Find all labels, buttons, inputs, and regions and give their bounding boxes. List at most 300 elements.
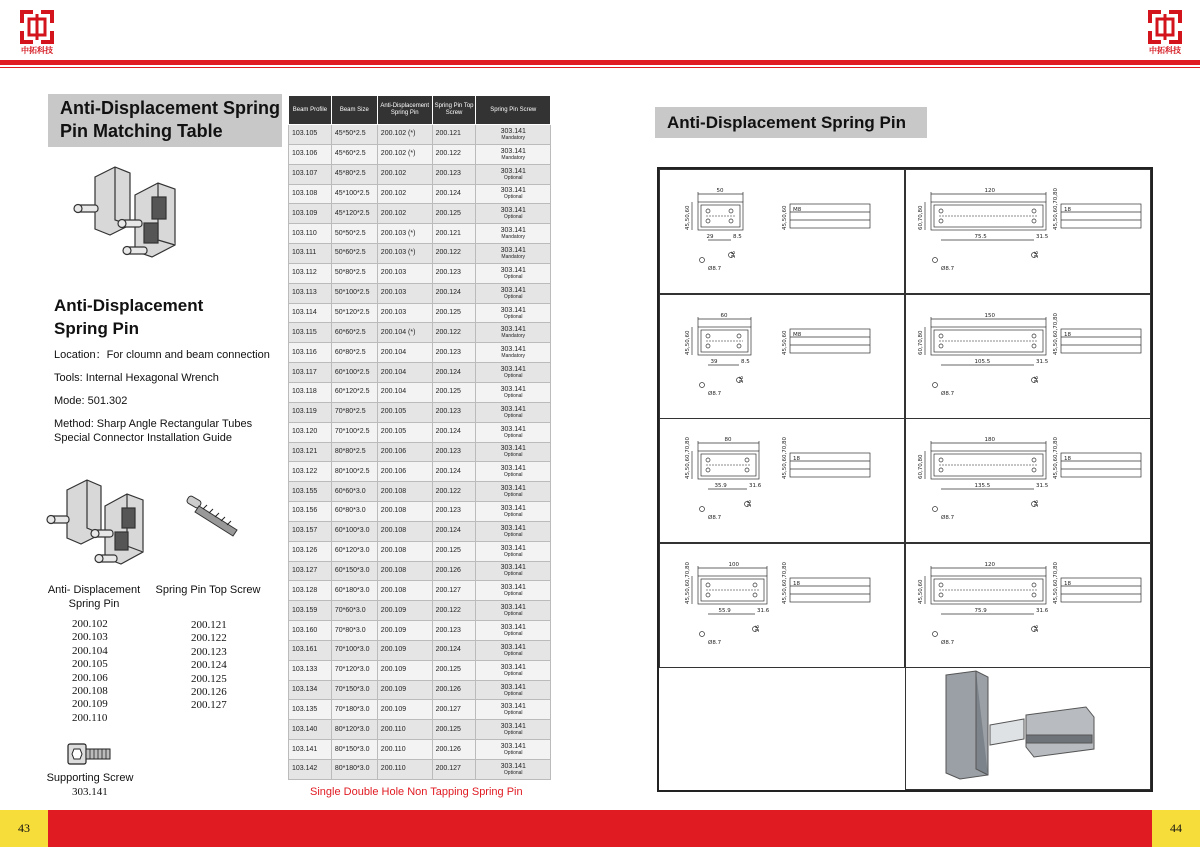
table-cell: 200.103 [377,303,432,323]
table-row [289,720,551,740]
table-cell: 60*60*2.5 [331,323,377,343]
table-row [289,660,551,680]
table-cell: 200.124 [432,283,476,303]
requirement-text: Optional [503,531,523,538]
matching-table [288,95,551,780]
table-cell: 200.123 [432,343,476,363]
table-cell: 200.125 [432,720,476,740]
dimension-height: 60,70,80 [918,330,924,355]
right-section-title: Anti-Displacement Spring Pin [655,107,927,138]
table-cell-screw: 303.141 Optional [476,660,551,680]
requirement-text: Optional [503,769,523,776]
table-cell-screw: 303.141 Optional [476,740,551,760]
requirement-text: Mandatory [501,154,526,161]
dimension-d3: 26 [739,375,745,383]
table-cell-screw: 303.141 Optional [476,303,551,323]
dimension-width: 80 [724,437,732,443]
table-cell: 103.107 [289,164,332,184]
table-cell-screw: 303.141 Optional [476,601,551,621]
table-body [289,125,551,780]
table-cell: 103.127 [289,561,332,581]
table-cell: 103.156 [289,502,332,522]
table-cell-screw: 303.141 Optional [476,482,551,502]
dimension-detail: 18 [1064,456,1071,462]
table-cell: 200.105 [377,402,432,422]
table-cell-screw: 303.141 Mandatory [476,323,551,343]
dimension-d1: 35.9 [714,483,727,489]
table-cell: 200.106 [377,462,432,482]
table-cell: 103.110 [289,224,332,244]
table-cell: 103.105 [289,125,332,145]
table-cell: 103.113 [289,283,332,303]
requirement-text: Optional [503,670,523,677]
dimension-detail: M8 [793,331,802,338]
table-cell: 200.126 [432,680,476,700]
table-cell: 103.128 [289,581,332,601]
dimension-height: 45,50,60 [918,579,924,604]
dimension-side: 45,50,60,70,80 [782,437,788,479]
table-cell: 60*120*2.5 [331,382,377,402]
code-item: 200.104 [72,644,108,657]
table-cell: 80*80*2.5 [331,442,377,462]
left-section-title [48,94,282,147]
dimension-height: 45,50,60,70,80 [685,561,691,604]
table-cell-screw: 303.141 Optional [476,442,551,462]
dimension-width: 100 [728,561,739,568]
drawing-cell [659,169,905,294]
table-cell: 70*180*3.0 [331,700,377,720]
dimension-width: 120 [984,561,995,568]
dimension-width: 150 [984,312,995,319]
dimension-width: 60 [720,312,728,319]
dimension-side: 45,50,60,70,80 [782,561,788,604]
table-cell: 45*50*2.5 [331,125,377,145]
dimension-detail: 18 [793,580,800,587]
table-row [289,363,551,383]
requirement-text: Optional [503,412,523,419]
table-cell: 200.127 [432,700,476,720]
table-cell: 103.133 [289,660,332,680]
dimension-side: 45,50,60 [782,205,788,230]
code-item: 200.122 [191,632,227,645]
dimension-d3: 26 [1034,624,1040,632]
requirement-text: Optional [503,690,523,697]
label-line: Spring Pin [68,598,120,610]
drawing-cell [905,294,1151,419]
table-row [289,740,551,760]
drawing-cell [659,543,905,668]
table-cell: 200.125 [432,204,476,224]
product-name [54,294,203,340]
table-cell-screw: 303.141 Mandatory [476,144,551,164]
code-item: 200.106 [72,671,108,684]
connector-3d-image [70,165,190,275]
table-cell-screw: 303.141 Optional [476,640,551,660]
table-row [289,502,551,522]
table-cell: 60*180*3.0 [331,581,377,601]
table-row [289,125,551,145]
dimension-d2: 31.5 [1036,358,1049,365]
requirement-text: Optional [503,313,523,320]
method-line: Special Connector Installation Guide [54,432,232,444]
table-cell-screw: 303.141 Optional [476,521,551,541]
table-cell: 60*100*3.0 [331,521,377,541]
code-item: 200.123 [191,645,227,658]
table-cell: 103.159 [289,601,332,621]
table-cell: 103.155 [289,482,332,502]
logo-icon [1148,10,1182,44]
supporting-screw-image [66,741,114,767]
table-cell: 200.121 [432,224,476,244]
table-cell: 200.122 [432,244,476,264]
table-cell: 200.108 [377,502,432,522]
table-cell: 103.161 [289,640,332,660]
requirement-text: Optional [503,571,523,578]
table-cell: 200.109 [377,680,432,700]
requirement-text: Mandatory [501,234,526,241]
product-name-line: Spring Pin [54,319,139,338]
dimension-d1: 55.9 [718,607,731,614]
drawing-cell [905,418,1151,543]
table-cell-screw: 303.141 Optional [476,184,551,204]
table-cell: 70*80*3.0 [331,621,377,641]
table-cell: 200.123 [432,402,476,422]
table-cell: 200.104 [377,343,432,363]
technical-drawing [660,544,906,669]
table-cell: 200.124 [432,521,476,541]
dimension-d4: Ø8.7 [941,639,955,646]
table-cell: 103.135 [289,700,332,720]
table-cell: 200.123 [432,502,476,522]
table-cell: 200.123 [432,263,476,283]
dimension-d4: Ø8.7 [941,390,955,397]
requirement-text: Mandatory [501,253,526,260]
logo-text: 中拓科技 [21,46,53,55]
dimension-height: 60,70,80 [918,205,924,230]
table-cell-screw: 303.141 Optional [476,283,551,303]
dimension-side: 45,50,60 [782,330,788,355]
location-text: Location：For cloumn and beam connection [54,349,270,361]
table-row [289,343,551,363]
table-cell: 200.124 [432,363,476,383]
requirement-text: Optional [503,710,523,717]
table-cell: 50*60*2.5 [331,244,377,264]
table-cell: 45*120*2.5 [331,204,377,224]
dimension-detail: 18 [1064,331,1071,338]
title-line: Anti-Displacement Spring [60,98,281,118]
table-row [289,581,551,601]
table-row [289,263,551,283]
dimension-d2: 8.5 [741,358,750,365]
code-item: 200.121 [191,619,227,631]
dimension-d3: 26 [1034,500,1040,507]
dimension-d2: 31.6 [1036,607,1049,614]
footer-bar [0,810,1200,847]
requirement-text: Optional [503,373,523,380]
table-cell: 103.157 [289,521,332,541]
table-row [289,541,551,561]
dimension-detail: 18 [1064,580,1071,587]
table-cell: 80*100*2.5 [331,462,377,482]
requirement-text: Optional [503,293,523,300]
technical-drawing [660,295,906,420]
dimension-width: 180 [984,437,995,443]
table-cell: 200.102 (*) [377,144,432,164]
dimension-side: 45,50,60,70,80 [1053,312,1059,355]
dimension-d1: 29 [706,234,714,240]
page-number-right: 44 [1152,810,1200,847]
product-name-line: Anti-Displacement [54,296,204,315]
technical-drawing [660,170,906,295]
requirement-text: Optional [503,551,523,558]
label-line: Anti- Displacement [47,584,141,596]
method-line: Method: Sharp Angle Rectangular Tubes [54,418,253,430]
dimension-d4: Ø8.7 [708,390,722,397]
table-cell: 200.109 [377,660,432,680]
table-cell: 103.114 [289,303,332,323]
technical-drawing [906,544,1152,669]
table-cell: 200.127 [432,760,476,780]
table-cell: 200.108 [377,581,432,601]
table-cell: 200.108 [377,521,432,541]
table-cell: 103.119 [289,402,332,422]
table-cell: 103.115 [289,323,332,343]
brand-logo-left [19,10,55,56]
table-cell: 103.112 [289,263,332,283]
tools-text: Tools: Internal Hexagonal Wrench [54,372,219,384]
requirement-text: Optional [503,730,523,737]
table-cell-screw: 303.141 Optional [476,720,551,740]
table-cell: 70*80*2.5 [331,402,377,422]
table-cell-screw: 303.141 Optional [476,760,551,780]
code-item: 200.110 [72,711,108,724]
dimension-d4: Ø8.7 [941,515,955,521]
table-row [289,760,551,780]
table-row [289,700,551,720]
table-cell: 200.106 [377,442,432,462]
anti-displacement-pin-image [45,478,155,578]
technical-drawing [906,295,1152,420]
requirement-text: Optional [503,472,523,479]
header-bar [0,60,1200,65]
dimension-d1: 39 [710,358,718,365]
table-cell: 200.108 [377,482,432,502]
requirement-text: Optional [503,650,523,657]
mode-text: Mode: 501.302 [54,395,128,407]
table-cell: 60*120*3.0 [331,541,377,561]
table-cell-screw: 303.141 Optional [476,402,551,422]
code-item: 200.126 [191,686,227,699]
table-cell: 50*100*2.5 [331,283,377,303]
code-item: 200.105 [72,658,108,671]
table-cell: 60*100*2.5 [331,363,377,383]
table-cell: 200.103 [377,283,432,303]
table-cell: 80*150*3.0 [331,740,377,760]
table-cell: 200.126 [432,561,476,581]
dimension-d2: 8.5 [733,234,742,240]
technical-drawing [660,419,906,544]
col-pin-screw: Spring Pin Screw [476,96,551,125]
table-cell-screw: 303.141 Mandatory [476,224,551,244]
table-cell: 200.102 [377,184,432,204]
col-anti-pin: Anti-Displacement Spring Pin [377,96,432,125]
dimension-side: 45,50,60,70,80 [1053,561,1059,604]
table-cell: 103.121 [289,442,332,462]
table-cell: 70*100*2.5 [331,422,377,442]
table-cell: 200.124 [432,422,476,442]
dimension-d1: 75.5 [974,234,987,240]
dimension-d1: 75.9 [974,607,987,614]
table-cell-screw: 303.141 Optional [476,204,551,224]
table-cell: 103.160 [289,621,332,641]
table-caption: Single Double Hole Non Tapping Spring Pin [310,786,523,798]
dimension-d3: 26 [731,251,737,258]
table-cell-screw: 303.141 Optional [476,680,551,700]
table-row [289,561,551,581]
supporting-screw-code: 303.141 [72,786,108,798]
dimension-d2: 31.6 [749,483,762,489]
table-cell-screw: 303.141 Optional [476,462,551,482]
table-cell: 200.125 [432,382,476,402]
table-cell: 103.118 [289,382,332,402]
dimension-height: 45,50,60,70,80 [685,437,691,479]
requirement-text: Optional [503,392,523,399]
code-item: 200.125 [191,672,227,685]
table-cell: 60*150*3.0 [331,561,377,581]
table-cell-screw: 303.141 Optional [476,382,551,402]
dimension-d3: 26 [747,500,753,507]
table-cell: 200.109 [377,700,432,720]
technical-drawing [906,170,1152,295]
col-top-screw: Spring Pin Top Screw [432,96,476,125]
table-cell: 103.141 [289,740,332,760]
table-cell: 200.122 [432,601,476,621]
table-cell: 200.123 [432,442,476,462]
requirement-text: Optional [503,432,523,439]
dimension-d1: 105.5 [974,358,991,365]
table-cell: 60*80*3.0 [331,502,377,522]
table-header-row [289,96,551,125]
table-cell: 70*100*3.0 [331,640,377,660]
brand-logo-right [1147,10,1183,56]
table-cell: 103.106 [289,144,332,164]
table-cell: 200.109 [377,601,432,621]
header-line [0,67,1200,68]
table-cell: 200.104 [377,382,432,402]
supporting-screw-label: Supporting Screw [46,772,134,784]
table-cell: 80*180*3.0 [331,760,377,780]
anti-codes-list [72,618,108,725]
table-cell: 103.142 [289,760,332,780]
dimension-width: 50 [716,188,724,194]
table-row [289,640,551,660]
col-beam-profile: Beam Profile [289,96,332,125]
table-cell: 200.110 [377,740,432,760]
table-row [289,164,551,184]
table-cell: 200.124 [432,462,476,482]
spring-pin-top-screw-image [185,492,245,542]
table-cell: 70*150*3.0 [331,680,377,700]
table-cell: 200.102 [377,164,432,184]
requirement-text: Optional [503,591,523,598]
table-row [289,204,551,224]
dimension-width: 120 [984,188,995,194]
drawing-cell [659,294,905,419]
table-cell: 200.103 [377,263,432,283]
table-cell: 70*60*3.0 [331,601,377,621]
table-cell: 103.126 [289,541,332,561]
table-cell: 103.140 [289,720,332,740]
table-row [289,224,551,244]
title-line: Pin Matching Table [60,121,223,141]
table-cell: 200.102 [377,204,432,224]
table-row [289,422,551,442]
table-cell-screw: 303.141 Optional [476,363,551,383]
dimension-d2: 31.5 [1036,234,1049,240]
drawing-cell [905,543,1151,668]
table-cell-screw: 303.141 Optional [476,164,551,184]
requirement-text: Mandatory [501,353,526,360]
table-cell: 60*60*3.0 [331,482,377,502]
requirement-text: Mandatory [501,333,526,340]
table-cell-screw: 303.141 Optional [476,700,551,720]
dimension-side: 45,50,60,70,80 [1053,437,1059,479]
dimension-detail: 18 [793,456,800,462]
table-cell: 103.134 [289,680,332,700]
table-cell: 200.108 [377,561,432,581]
table-cell: 103.122 [289,462,332,482]
table-row [289,244,551,264]
method-text [54,417,252,445]
table-cell: 200.124 [432,184,476,204]
table-row [289,144,551,164]
dimension-d4: Ø8.7 [708,515,722,521]
table-cell: 200.123 [432,621,476,641]
table-cell: 45*60*2.5 [331,144,377,164]
dimension-d4: Ø8.7 [708,266,722,272]
table-row [289,521,551,541]
dimension-d3: 26 [1034,375,1040,383]
requirement-text: Optional [503,492,523,499]
table-cell: 200.102 (*) [377,125,432,145]
dimension-detail: 18 [1064,207,1071,213]
table-cell-screw: 303.141 Optional [476,502,551,522]
table-cell: 80*120*3.0 [331,720,377,740]
table-cell: 200.110 [377,760,432,780]
table-row [289,323,551,343]
table-cell: 103.116 [289,343,332,363]
table-cell: 200.105 [377,422,432,442]
code-item: 200.124 [191,659,227,672]
anti-displacement-label [42,583,146,611]
table-cell-screw: 303.141 Optional [476,561,551,581]
table-cell: 45*100*2.5 [331,184,377,204]
table-cell: 200.125 [432,660,476,680]
table-cell: 50*80*2.5 [331,263,377,283]
requirement-text: Optional [503,174,523,181]
logo-text: 中拓科技 [1149,46,1181,55]
dimension-d2: 31.5 [1036,483,1049,489]
table-cell: 200.122 [432,482,476,502]
table-cell: 103.117 [289,363,332,383]
table-cell: 45*80*2.5 [331,164,377,184]
table-row [289,184,551,204]
code-item: 200.102 [72,618,108,630]
table-cell: 200.125 [432,303,476,323]
table-cell: 50*50*2.5 [331,224,377,244]
logo-icon [20,10,54,44]
table-cell: 50*120*2.5 [331,303,377,323]
